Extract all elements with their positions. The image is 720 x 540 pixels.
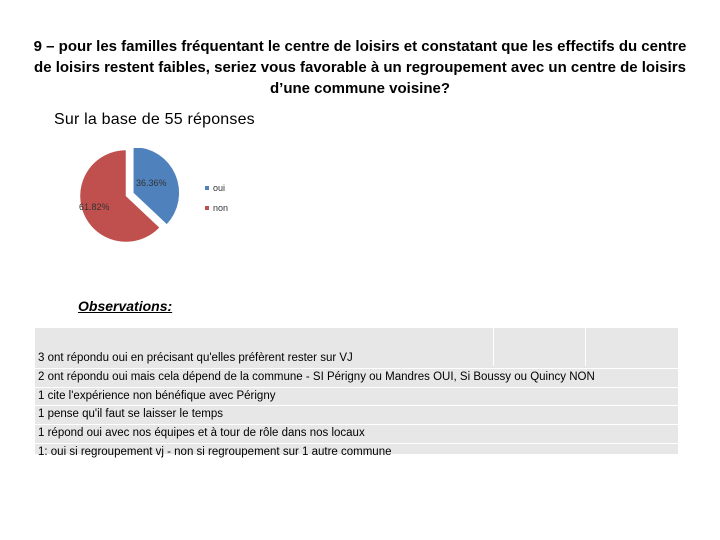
legend-swatch-oui <box>205 186 209 190</box>
observation-text: 1 pense qu'il faut se laisser le temps <box>38 408 224 421</box>
pie-data-label-oui: 36.36% <box>136 178 167 188</box>
table-row <box>35 406 678 425</box>
table-row <box>35 444 678 463</box>
observation-text: 1 cite l'expérience non bénéfique avec Périgny <box>38 389 276 402</box>
response-base-label: Sur la base de 55 réponses <box>54 111 255 128</box>
legend-label-non: non <box>213 203 229 213</box>
observation-text: 1: oui si regroupement vj - non si regroupement sur 1 autre commune <box>38 445 392 458</box>
table-row <box>35 350 678 369</box>
observation-text: 1 répond oui avec nos équipes et à tour de rôle dans nos locaux <box>38 427 365 440</box>
table-row <box>35 425 678 444</box>
legend-item-oui <box>205 178 228 198</box>
legend-item-non <box>205 198 228 218</box>
observations-title: Observations: <box>78 298 173 314</box>
observations-table <box>35 328 678 458</box>
table-row <box>35 388 678 407</box>
legend-swatch-non <box>205 206 209 210</box>
question-title: 9 – pour les familles fréquentant le centre de loisirs et constatant que les effectifs du centre de loisirs restent faibles, seriez vous favorable à un regroupement avec un centre de loisirs d’une commune voisine? <box>33 38 687 97</box>
pie-data-label-non: 61.82% <box>79 202 110 212</box>
table-row <box>35 369 678 388</box>
legend-label-oui: oui <box>213 183 226 193</box>
observation-text: 3 ont répondu oui en précisant qu'elles préfèrent rester sur VJ <box>38 352 353 364</box>
chart-legend <box>205 178 228 218</box>
pie-chart <box>60 148 200 248</box>
observation-text: 2 ont répondu oui mais cela dépend de la commune - SI Périgny ou Mandres OUI, Si Boussy ou Quincy NON <box>38 370 595 383</box>
